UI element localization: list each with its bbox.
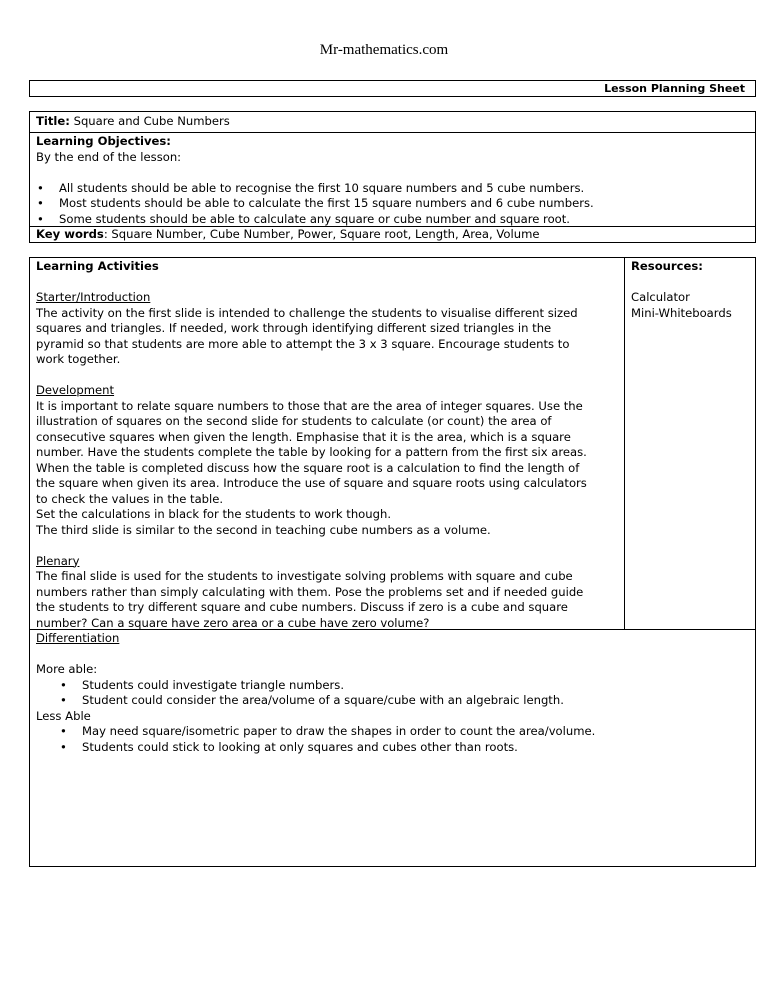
objectives-intro: By the end of the lesson:	[36, 149, 182, 164]
title-label: Title:	[36, 114, 70, 128]
objective-item: • All students should be able to recognise the first 10 square numbers and 5 cube numbers.	[36, 181, 749, 197]
more-able-item: • Students could investigate triangle numbers.	[36, 678, 749, 694]
plenary-line: the students to try different square and cube numbers. Discuss if zero is a cube and square	[36, 600, 568, 614]
keywords-row	[30, 226, 755, 243]
more-able-label: More able:	[36, 662, 98, 676]
keywords-label: Key words	[36, 227, 104, 241]
development-heading: Development	[36, 383, 115, 397]
activities-heading: Learning Activities	[36, 259, 159, 273]
development-line: It is important to relate square numbers to those that are the area of integer squares. Use the	[36, 398, 583, 413]
more-able-list	[36, 678, 749, 709]
less-able-item: • Students could stick to looking at only squares and cubes other than roots.	[36, 740, 749, 756]
objectives-list	[36, 181, 749, 228]
site-title: Mr-mathematics.com	[319, 42, 449, 58]
header-box	[29, 80, 756, 97]
resources-heading: Resources:	[631, 259, 703, 273]
resources-cell	[625, 258, 755, 630]
less-able-list	[36, 724, 749, 755]
title-row	[30, 112, 755, 133]
learning-activities-cell	[30, 258, 625, 630]
differentiation-heading: Differentiation	[36, 631, 120, 645]
development-line: the square when given its area. Introduce the use of square and square roots using calculators	[36, 476, 587, 490]
plenary-line: numbers rather than simply calculating with them. Pose the problems set and if needed guide	[36, 584, 584, 599]
development-line: number. Have the students complete the table by looking for a pattern from the first six areas.	[36, 445, 587, 459]
starter-line: The activity on the first slide is intended to challenge the students to visualise different sized	[36, 305, 578, 320]
development-line: Set the calculations in black for the students to work though.	[36, 507, 392, 521]
plenary-line: number? Can a square have zero area or a cube have zero volume?	[36, 615, 430, 630]
activities-box	[29, 257, 756, 867]
lesson-info-box	[29, 111, 756, 243]
development-line: consecutive squares when given the length. Emphasise that it is the area, which is a square	[36, 429, 571, 444]
objective-item: • Most students should be able to calculate the first 15 square numbers and 6 cube numbers.	[36, 196, 749, 212]
starter-line: squares and triangles. If needed, work through identifying different sized triangles in the	[36, 321, 552, 335]
differentiation-cell	[30, 630, 755, 866]
plenary-heading: Plenary	[36, 553, 80, 568]
less-able-label: Less Able	[36, 708, 91, 723]
starter-line: work together.	[36, 352, 121, 366]
development-line: illustration of squares on the second slide for students to calculate (or count) the area of	[36, 414, 552, 428]
objective-item: • Some students should be able to calculate any square or cube number and square root.	[36, 212, 749, 228]
less-able-item: • May need square/isometric paper to draw the shapes in order to count the area/volume.	[36, 724, 749, 740]
objectives-label: Learning Objectives:	[36, 134, 171, 148]
plenary-line: The final slide is used for the students to investigate solving problems with square and cube	[36, 569, 573, 583]
development-line: The third slide is similar to the second in teaching cube numbers as a volume.	[36, 522, 491, 537]
development-line: to check the values in the table.	[36, 491, 224, 506]
objectives-section	[30, 133, 755, 226]
title-value: Square and Cube Numbers	[73, 114, 230, 128]
development-line: When the table is completed discuss how the square root is a calculation to find the length of	[36, 460, 580, 475]
sheet-label: Lesson Planning Sheet	[604, 82, 745, 95]
more-able-item: • Student could consider the area/volume of a square/cube with an algebraic length.	[36, 693, 749, 709]
starter-heading: Starter/Introduction	[36, 290, 151, 304]
keywords-value: : Square Number, Cube Number, Power, Square root, Length, Area, Volume	[103, 227, 540, 241]
starter-line: pyramid so that students are more able to attempt the 3 x 3 square. Encourage students to	[36, 336, 570, 351]
resource-item: Mini-Whiteboards	[631, 305, 732, 320]
resource-item: Calculator	[631, 290, 690, 304]
